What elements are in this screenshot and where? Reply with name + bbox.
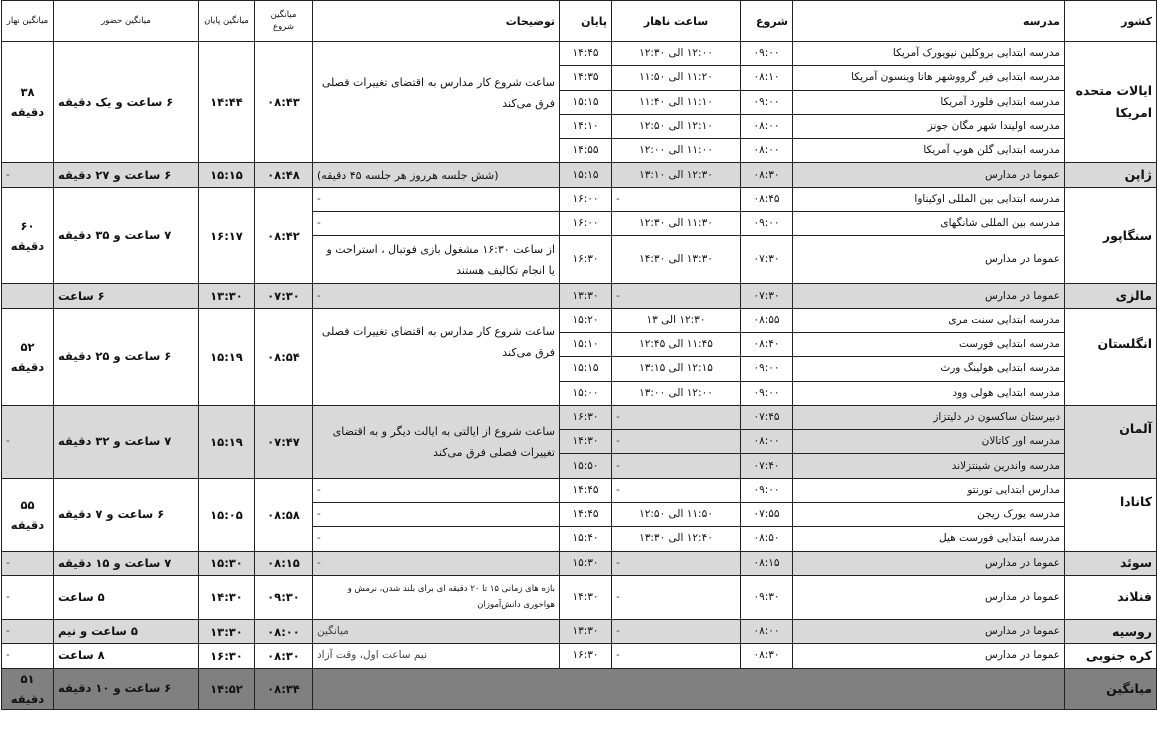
avg-lunch-cell: - — [2, 619, 54, 643]
avg-lunch-cell: - — [2, 644, 54, 668]
school-cell: عموما در مدارس — [793, 619, 1065, 643]
notes-cell: - — [313, 478, 560, 502]
header-row — [2, 1, 1157, 42]
end-cell: ۱۴:۱۰ — [560, 114, 612, 138]
notes-cell: از ساعت ۱۶:۳۰ مشغول بازی فوتبال ، استراحت و یا انجام تکالیف هستند — [313, 236, 560, 284]
country-cell: کره جنوبی — [1065, 644, 1157, 668]
school-cell: مدرسه ابتدایی گلن هوپ آمریکا — [793, 139, 1065, 163]
notes-cell: - — [313, 551, 560, 575]
start-cell: ۰۸:۰۰ — [741, 114, 793, 138]
country-cell: آلمان — [1065, 405, 1157, 478]
end-cell: ۱۳:۳۰ — [560, 284, 612, 308]
avg-attendance-cell: ۵ ساعت — [54, 575, 199, 619]
table-row — [2, 163, 1157, 187]
start-cell: ۰۷:۳۰ — [741, 284, 793, 308]
end-cell: ۱۴:۴۵ — [560, 503, 612, 527]
school-cell: عموما در مدارس — [793, 236, 1065, 284]
table-row — [2, 405, 1157, 429]
lunch-cell: ۱۲:۳۰ الی ۱۳ — [612, 308, 741, 332]
end-cell: ۱۶:۳۰ — [560, 644, 612, 668]
start-cell: ۰۹:۰۰ — [741, 478, 793, 502]
school-cell: مدرسه ابتدایی بروکلین نیویورک آمریکا — [793, 42, 1065, 66]
lunch-cell: ۱۱:۰۰ الی ۱۲:۰۰ — [612, 139, 741, 163]
end-cell: ۱۶:۳۰ — [560, 236, 612, 284]
country-cell: سنگاپور — [1065, 187, 1157, 284]
school-cell: مدرسه واندرین شینتزلاند — [793, 454, 1065, 478]
table-row — [2, 284, 1157, 308]
notes-cell: میانگین — [313, 619, 560, 643]
school-cell: عموما در مدارس — [793, 551, 1065, 575]
avg-start-cell: ۰۸:۳۰ — [255, 644, 313, 668]
avg-start-cell: ۰۷:۴۷ — [255, 405, 313, 478]
avg-end-cell: ۱۵:۱۹ — [199, 405, 255, 478]
avg-start-cell: ۰۸:۴۳ — [255, 42, 313, 163]
avg-lunch-cell: - — [2, 163, 54, 187]
avg-attendance-cell: ۷ ساعت و ۱۵ دقیقه — [54, 551, 199, 575]
notes-cell: ساعت شروع کار مدارس به اقتضای تغییرات فصلی فرق می‌کند — [313, 308, 560, 405]
school-cell: مدرسه ابتدایی سنت مری — [793, 308, 1065, 332]
school-cell: دبیرستان ساکسون در دلیتزاز — [793, 405, 1065, 429]
avg-attendance-cell: ۶ ساعت و ۲۷ دقیقه — [54, 163, 199, 187]
avg-lunch-cell: - — [2, 551, 54, 575]
avg-attendance-cell: ۶ ساعت و ۷ دقیقه — [54, 478, 199, 551]
table-row — [2, 187, 1157, 211]
avg-end-cell: ۱۶:۳۰ — [199, 644, 255, 668]
country-cell: سوئد — [1065, 551, 1157, 575]
end-cell: ۱۵:۰۰ — [560, 381, 612, 405]
table-row — [2, 308, 1157, 332]
lunch-cell: ۱۲:۱۰ الی ۱۲:۵۰ — [612, 114, 741, 138]
notes-cell: (شش جلسه هرروز هر جلسه ۴۵ دقیقه) — [313, 163, 560, 187]
table-row — [2, 619, 1157, 643]
start-cell: ۰۸:۳۰ — [741, 644, 793, 668]
avg-end-cell: ۱۵:۳۰ — [199, 551, 255, 575]
avg-end-cell: ۱۴:۴۴ — [199, 42, 255, 163]
start-cell: ۰۸:۰۰ — [741, 430, 793, 454]
avg-attendance-cell: ۷ ساعت و ۳۲ دقیقه — [54, 405, 199, 478]
lunch-cell: - — [612, 619, 741, 643]
end-cell: ۱۴:۴۵ — [560, 42, 612, 66]
start-cell: ۰۸:۰۰ — [741, 619, 793, 643]
notes-cell: - — [313, 284, 560, 308]
school-cell: مدرسه ابتدایی فلورد آمریکا — [793, 90, 1065, 114]
start-cell: ۰۷:۵۵ — [741, 503, 793, 527]
table-row — [2, 478, 1157, 502]
avg-attendance-cell: ۷ ساعت و ۳۵ دقیقه — [54, 187, 199, 284]
table-row — [2, 644, 1157, 668]
start-cell: ۰۷:۳۰ — [741, 236, 793, 284]
avg-attendance-cell: ۶ ساعت و ۱۰ دقیقه — [54, 668, 199, 709]
lunch-cell: ۱۲:۴۰ الی ۱۳:۳۰ — [612, 527, 741, 551]
avg-lunch-cell: ۳۸ دقیقه — [2, 42, 54, 163]
notes-cell: - — [313, 187, 560, 211]
country-cell: فنلاند — [1065, 575, 1157, 619]
school-cell: مدرسه ابتدایی هولی وود — [793, 381, 1065, 405]
start-cell: ۰۹:۰۰ — [741, 90, 793, 114]
lunch-cell: ۱۱:۴۵ الی ۱۲:۴۵ — [612, 332, 741, 356]
avg-end-cell: ۱۳:۳۰ — [199, 284, 255, 308]
avg-end-cell: ۱۳:۳۰ — [199, 619, 255, 643]
school-cell: مدرسه اور کاتالان — [793, 430, 1065, 454]
end-cell: ۱۵:۱۵ — [560, 90, 612, 114]
school-cell: مدرسه بین المللی شانگهای — [793, 212, 1065, 236]
country-cell: روسیه — [1065, 619, 1157, 643]
avg-attendance-cell: ۶ ساعت — [54, 284, 199, 308]
avg-attendance-cell: ۶ ساعت و یک دقیقه — [54, 42, 199, 163]
header-avg-attendance: میانگین حضور — [54, 1, 199, 42]
avg-start-cell: ۰۸:۳۴ — [255, 668, 313, 709]
lunch-cell: - — [612, 187, 741, 211]
header-avg-lunch: میانگین نهار — [2, 1, 54, 42]
lunch-cell: ۱۳:۳۰ الی ۱۴:۳۰ — [612, 236, 741, 284]
avg-attendance-cell: ۸ ساعت — [54, 644, 199, 668]
lunch-cell: ۱۱:۲۰ الی ۱۱:۵۰ — [612, 66, 741, 90]
avg-end-cell: ۱۴:۳۰ — [199, 575, 255, 619]
end-cell: ۱۴:۵۵ — [560, 139, 612, 163]
header-school: مدرسه — [793, 1, 1065, 42]
start-cell: ۰۹:۰۰ — [741, 357, 793, 381]
table-row — [2, 575, 1157, 619]
avg-lunch-cell: ۵۱ دقیقه — [2, 668, 54, 709]
school-cell: عموما در مدارس — [793, 284, 1065, 308]
end-cell: ۱۴:۳۰ — [560, 575, 612, 619]
header-notes: توضیحات — [313, 1, 560, 42]
lunch-cell: - — [612, 284, 741, 308]
avg-start-cell: ۰۸:۴۲ — [255, 187, 313, 284]
end-cell: ۱۴:۴۵ — [560, 478, 612, 502]
lunch-cell: ۱۲:۱۵ الی ۱۳:۱۵ — [612, 357, 741, 381]
end-cell: ۱۵:۵۰ — [560, 454, 612, 478]
school-cell: مدرسه ابتدایی فورست — [793, 332, 1065, 356]
avg-end-cell: ۱۵:۰۵ — [199, 478, 255, 551]
end-cell: ۱۳:۳۰ — [560, 619, 612, 643]
notes-cell: نیم ساعت اول، وقت آزاد — [313, 644, 560, 668]
avg-start-cell: ۰۹:۳۰ — [255, 575, 313, 619]
start-cell: ۰۸:۱۰ — [741, 66, 793, 90]
school-cell: مدرسه ابتدایی فورست هیل — [793, 527, 1065, 551]
end-cell: ۱۶:۳۰ — [560, 405, 612, 429]
lunch-cell: ۱۱:۱۰ الی ۱۱:۴۰ — [612, 90, 741, 114]
lunch-cell: - — [612, 644, 741, 668]
end-cell: ۱۵:۲۰ — [560, 308, 612, 332]
avg-lunch-cell: ۵۵ دقیقه — [2, 478, 54, 551]
start-cell: ۰۷:۴۰ — [741, 454, 793, 478]
notes-cell: بازه های زمانی ۱۵ تا ۲۰ دقیقه ای برای بلند شدن، نرمش و هواخوری دانش‌آموزان — [313, 575, 560, 619]
header-avg-start: میانگین شروع — [255, 1, 313, 42]
avg-start-cell: ۰۸:۱۵ — [255, 551, 313, 575]
notes-cell: - — [313, 212, 560, 236]
end-cell: ۱۴:۳۵ — [560, 66, 612, 90]
avg-lunch-cell: - — [2, 575, 54, 619]
end-cell: ۱۵:۱۵ — [560, 163, 612, 187]
avg-end-cell: ۱۵:۱۵ — [199, 163, 255, 187]
lunch-cell: - — [612, 478, 741, 502]
avg-attendance-cell: ۵ ساعت و نیم — [54, 619, 199, 643]
average-spacer — [313, 668, 1065, 709]
header-avg-end: میانگین پایان — [199, 1, 255, 42]
header-end: پایان — [560, 1, 612, 42]
start-cell: ۰۸:۱۵ — [741, 551, 793, 575]
header-country: کشور — [1065, 1, 1157, 42]
lunch-cell: ۱۲:۳۰ الی ۱۳:۱۰ — [612, 163, 741, 187]
lunch-cell: - — [612, 454, 741, 478]
lunch-cell: - — [612, 430, 741, 454]
end-cell: ۱۵:۱۵ — [560, 357, 612, 381]
avg-lunch-cell: ۶۰ دقیقه — [2, 187, 54, 284]
start-cell: ۰۸:۴۰ — [741, 332, 793, 356]
start-cell: ۰۷:۴۵ — [741, 405, 793, 429]
avg-lunch-cell — [2, 284, 54, 308]
start-cell: ۰۸:۰۰ — [741, 139, 793, 163]
table-row — [2, 42, 1157, 66]
start-cell: ۰۸:۳۰ — [741, 163, 793, 187]
notes-cell: ساعت شروع از ایالتی به ایالت دیگر و به اقتضای تغییرات فصلی فرق می‌کند — [313, 405, 560, 478]
lunch-cell: ۱۲:۰۰ الی ۱۲:۳۰ — [612, 42, 741, 66]
avg-lunch-cell: - — [2, 405, 54, 478]
lunch-cell: - — [612, 405, 741, 429]
country-cell: کانادا — [1065, 478, 1157, 551]
average-label: میانگین — [1065, 668, 1157, 709]
avg-attendance-cell: ۶ ساعت و ۲۵ دقیقه — [54, 308, 199, 405]
lunch-cell: ۱۱:۳۰ الی ۱۲:۳۰ — [612, 212, 741, 236]
avg-start-cell: ۰۸:۰۰ — [255, 619, 313, 643]
avg-end-cell: ۱۶:۱۷ — [199, 187, 255, 284]
end-cell: ۱۶:۰۰ — [560, 187, 612, 211]
school-hours-table — [1, 0, 1157, 710]
notes-cell: - — [313, 527, 560, 551]
country-cell: مالزی — [1065, 284, 1157, 308]
school-cell: مدرسه ابتدایی بین المللی اوکیناوا — [793, 187, 1065, 211]
end-cell: ۱۵:۱۰ — [560, 332, 612, 356]
notes-cell: ساعت شروع کار مدارس به اقتضای تغییرات فصلی فرق می‌کند — [313, 42, 560, 163]
end-cell: ۱۶:۰۰ — [560, 212, 612, 236]
average-row — [2, 668, 1157, 709]
school-cell: عموما در مدارس — [793, 644, 1065, 668]
lunch-cell: ۱۲:۰۰ الی ۱۳:۰۰ — [612, 381, 741, 405]
start-cell: ۰۸:۴۵ — [741, 187, 793, 211]
avg-lunch-cell: ۵۲ دقیقه — [2, 308, 54, 405]
avg-start-cell: ۰۸:۵۴ — [255, 308, 313, 405]
avg-start-cell: ۰۷:۳۰ — [255, 284, 313, 308]
start-cell: ۰۸:۵۰ — [741, 527, 793, 551]
header-lunch: ساعت ناهار — [612, 1, 741, 42]
lunch-cell: ۱۱:۵۰ الی ۱۲:۵۰ — [612, 503, 741, 527]
avg-end-cell: ۱۵:۱۹ — [199, 308, 255, 405]
lunch-cell: - — [612, 551, 741, 575]
school-cell: عموما در مدارس — [793, 163, 1065, 187]
school-cell: مدارس ابتدایی تورنتو — [793, 478, 1065, 502]
end-cell: ۱۵:۳۰ — [560, 551, 612, 575]
table-row — [2, 551, 1157, 575]
end-cell: ۱۵:۴۰ — [560, 527, 612, 551]
start-cell: ۰۹:۳۰ — [741, 575, 793, 619]
school-cell: مدرسه یورک ریجن — [793, 503, 1065, 527]
school-cell: مدرسه اولیندا شهر مگان جونز — [793, 114, 1065, 138]
country-cell: ایالات متحده امریکا — [1065, 42, 1157, 163]
school-cell: مدرسه ابتدایی هولینگ ورث — [793, 357, 1065, 381]
country-cell: ژاپن — [1065, 163, 1157, 187]
notes-cell: - — [313, 503, 560, 527]
start-cell: ۰۹:۰۰ — [741, 381, 793, 405]
start-cell: ۰۹:۰۰ — [741, 42, 793, 66]
end-cell: ۱۴:۳۰ — [560, 430, 612, 454]
country-cell: انگلستان — [1065, 308, 1157, 405]
start-cell: ۰۹:۰۰ — [741, 212, 793, 236]
school-cell: مدرسه ابتدایی فیر گرووشهر هانا وینسون آمریکا — [793, 66, 1065, 90]
school-cell: عموما در مدارس — [793, 575, 1065, 619]
start-cell: ۰۸:۵۵ — [741, 308, 793, 332]
avg-end-cell: ۱۴:۵۲ — [199, 668, 255, 709]
lunch-cell: - — [612, 575, 741, 619]
avg-start-cell: ۰۸:۵۸ — [255, 478, 313, 551]
header-start: شروع — [741, 1, 793, 42]
avg-start-cell: ۰۸:۴۸ — [255, 163, 313, 187]
